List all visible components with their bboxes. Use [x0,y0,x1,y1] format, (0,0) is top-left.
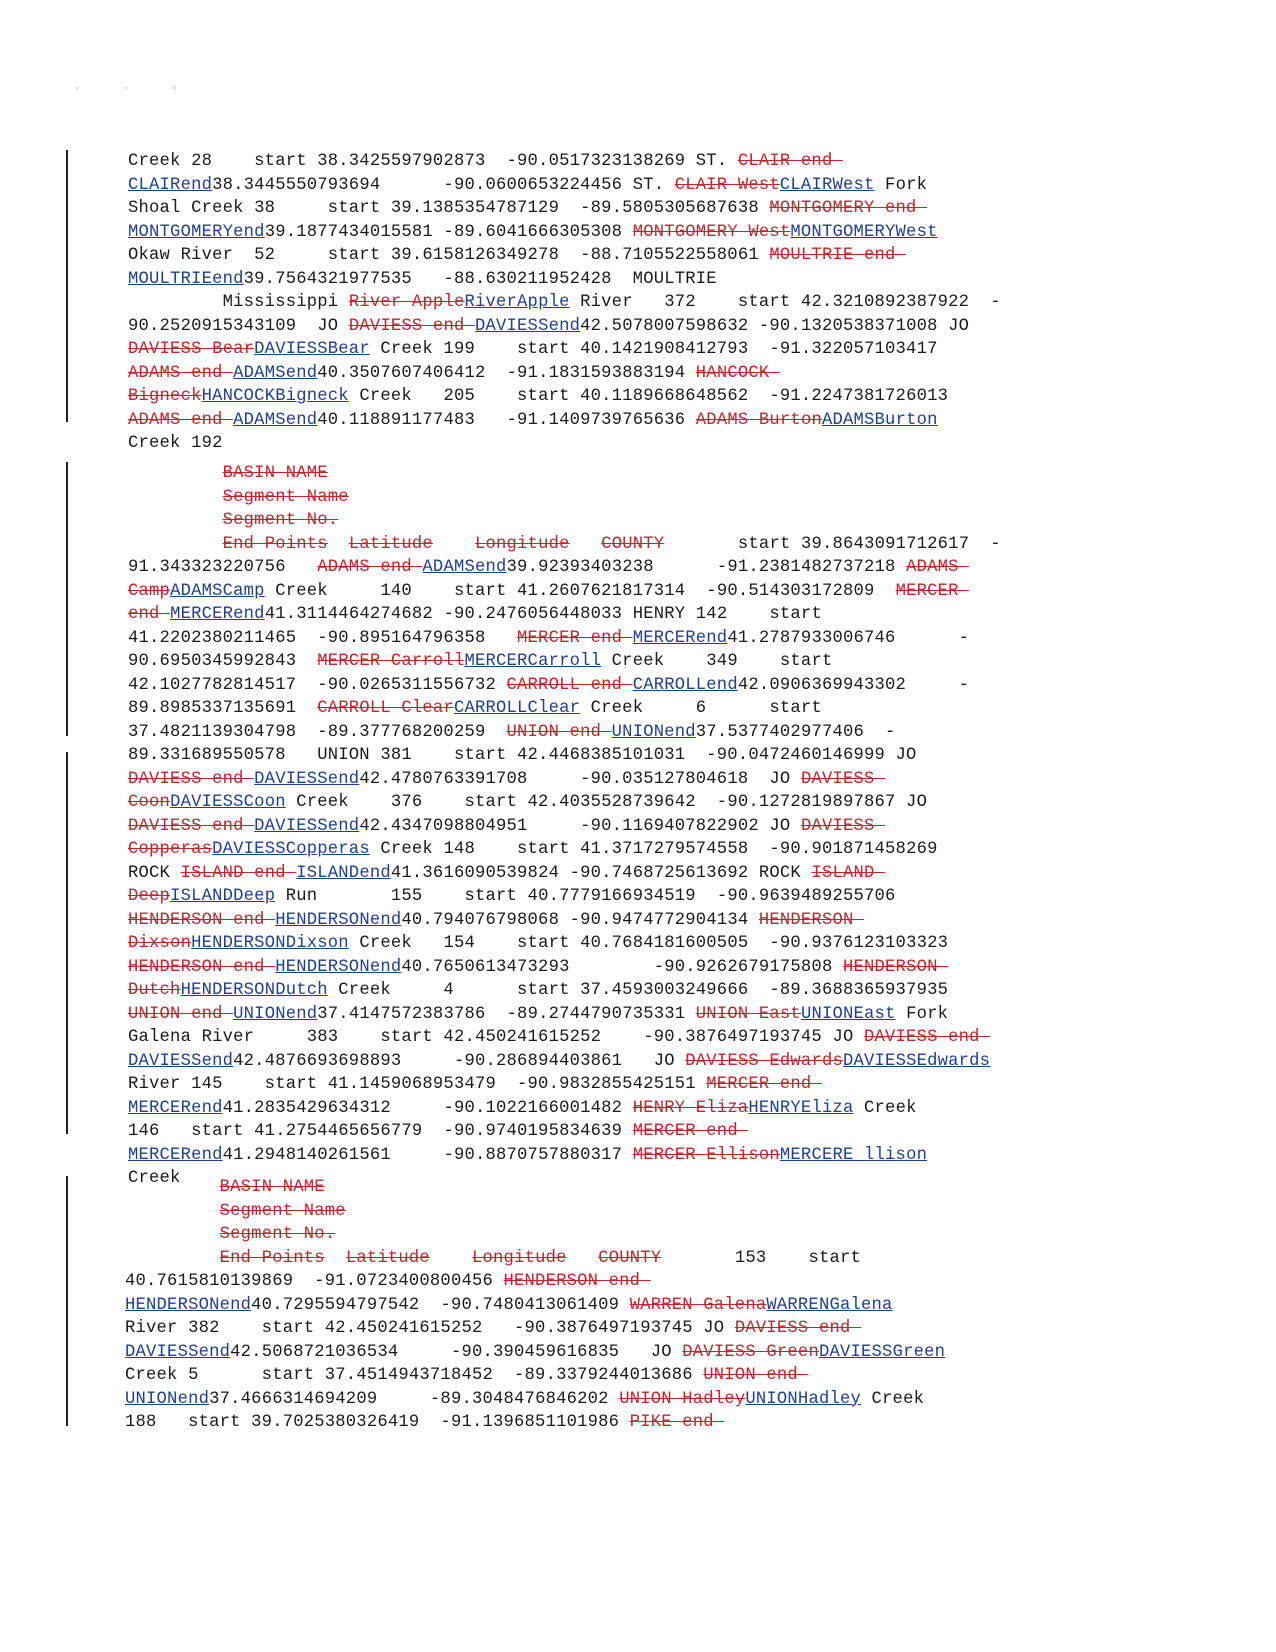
deleted-text: Dixson [128,934,192,953]
inserted-text: UNIONend [125,1389,210,1409]
deleted-text: End Points [219,1248,325,1268]
text-line [128,721,1118,745]
deleted-text: HANCOCK [695,363,780,383]
deleted-text: Segment Name [222,487,349,507]
text-run: River 382 start 42.450241615252 -90.3876497193745 JO [125,1319,735,1338]
deleted-text: UNION end [128,1004,234,1024]
inserted-text: MERCERend [128,1098,223,1118]
text-run: 39.1877434015581 -89.6041666305308 [264,222,633,242]
inserted-text: DAVIESSend [128,1051,234,1071]
text-run: 41.3114464274682 -90.2476056448033 HENRY 142 start [264,605,822,624]
deleted-text: MOULTRIE end [769,246,907,265]
inserted-text: UNIONEast [800,1004,896,1024]
text-line [128,885,1118,909]
text-line [128,838,1118,862]
text-run [128,488,223,507]
text-run: Creek 5 start 37.4514943718452 -89.3379244013686 [125,1366,704,1385]
text-run [125,1202,220,1221]
text-run: 153 start [661,1248,862,1268]
deleted-text: DAVIESS Bear [128,340,255,359]
deleted-text: HENDERSON end [128,910,276,930]
text-run: Creek 376 start 42.4035528739642 -90.1272819897867 JO [285,793,928,812]
text-line [128,338,1118,362]
inserted-text: UNIONend [233,1004,318,1024]
inserted-text: DAVIESSEdwards [843,1051,991,1071]
text-run: 42.5078007598632 -90.1320538371008 JO [580,316,970,336]
text-run: Fork [874,175,928,195]
inserted-text: ISLANDDeep [170,887,276,906]
inserted-text: DAVIESSend [254,816,360,836]
text-line [128,932,1118,956]
text-line [128,791,1118,815]
deleted-text: Dutch [128,981,181,1000]
deleted-text: ADAMS end [128,410,234,430]
text-run: 40.118891177483 -91.1409739765636 [317,410,696,430]
inserted-text: HENRYEliza [748,1098,854,1118]
deleted-text: CLAIR West [674,175,780,195]
text-run: 37.4666314694209 -89.3048476846202 [209,1389,620,1409]
deleted-text: MERCER end [632,1122,749,1141]
deleted-text: ADAMS Burton [695,410,822,430]
text-run: Fork [895,1004,949,1024]
text-run [128,464,223,483]
text-run: Mississippi [128,293,349,312]
text-line [125,1270,1115,1294]
text-line [128,1144,1118,1168]
deleted-text: MERCER Carroll [317,652,465,671]
text-line [128,650,1118,674]
text-run [570,535,602,554]
inserted-text: HENDERSONend [275,910,402,930]
text-run: Creek 205 start 40.1189668648562 -91.2247381726013 [348,387,949,406]
inserted-text: DAVIESSGreen [818,1342,946,1362]
change-bar-4 [66,1176,68,1426]
deleted-text: HENDERSON [758,910,865,930]
deleted-text: DAVIESS [800,769,886,789]
text-run: Creek [128,1169,181,1188]
text-line [125,1294,1115,1318]
deleted-text: Copperas [128,840,213,859]
text-line [128,221,1118,245]
text-section-2 [128,462,1118,1191]
text-run: River 372 start 42.3210892387922 - [569,293,1001,312]
text-section-3 [125,1176,1115,1435]
change-bar-2 [66,462,68,736]
text-line [128,674,1118,698]
text-run [128,535,223,554]
text-run: Creek 148 start 41.3717279574558 -90.901871458269 [369,840,938,859]
deleted-text: ADAMS [906,558,970,577]
text-line [128,1073,1118,1097]
inserted-text: ADAMSend [422,558,507,577]
text-run: 42.4876693698893 -90.286894403861 JO [233,1051,686,1071]
deleted-text: Deep [128,887,171,906]
text-line [128,362,1118,386]
deleted-text: DAVIESS end [348,316,475,336]
text-run: 40.7615810139869 -91.0723400800456 [125,1272,504,1291]
deleted-text: HENDERSON end [128,957,276,977]
text-line [125,1364,1115,1388]
text-line [125,1317,1115,1341]
deleted-text: DAVIESS end [128,816,255,836]
text-line [128,580,1118,604]
inserted-text: DAVIESSend [125,1342,231,1362]
text-run: Creek 28 start 38.3425597902873 -90.0517323138269 ST. [128,152,738,171]
text-run: 41.2787933006746 - [727,628,970,648]
text-run [430,1249,472,1268]
text-line [128,174,1118,198]
text-line [128,603,1118,627]
deleted-text: UNION East [695,1004,801,1024]
text-line [128,862,1118,886]
deleted-text: COUNTY [598,1248,662,1268]
text-line [128,1003,1118,1027]
deleted-text: CARROLL end [506,675,633,695]
text-run: 40.7295594797542 -90.7480413061409 [251,1295,630,1315]
text-run: 89.331689550578 UNION 381 start 42.4468385101031 -90.0472460146999 JO [128,746,917,765]
text-run: 90.2520915343109 JO [128,316,349,336]
inserted-text: ADAMSCamp [170,581,265,601]
text-line [128,486,1118,510]
inserted-text: ADAMSend [233,410,318,430]
inserted-text: ADAMSBurton [821,410,938,430]
text-run [125,1249,220,1268]
inserted-text: UNIONHadley [745,1389,862,1409]
text-line [128,697,1118,721]
text-run: 40.3507607406412 -91.1831593883194 [317,363,696,383]
deleted-text: Longitude [475,534,570,554]
text-run: 146 start 41.2754465656779 -90.9740195834639 [128,1122,633,1141]
deleted-text: Coon [128,793,171,812]
text-run: 41.2202380211465 -90.895164796358 [128,628,518,648]
deleted-text: DAVIESS end [128,769,255,789]
text-run: 39.7564321977535 -88.630211952428 MOULTRIE [243,269,717,289]
deleted-text: BASIN NAME [222,464,328,483]
text-run: Okaw River 52 start 39.6158126349278 -88.7105522558061 [128,246,770,265]
change-bar-1 [66,150,68,422]
deleted-text: River Apple [348,293,465,312]
deleted-text: Segment No. [219,1225,336,1244]
text-line [128,509,1118,533]
text-line [128,409,1118,433]
deleted-text: UNION end [506,722,612,742]
text-run: Creek 154 start 40.7684181600505 -90.9376123103323 [348,934,949,953]
text-line [128,1026,1118,1050]
text-line [128,556,1118,580]
text-line [125,1176,1115,1200]
text-run: 90.6950345992843 [128,652,318,671]
inserted-text: MERCERCarroll [464,652,602,671]
text-run: 188 start 39.7025380326419 -91.1396851101986 [125,1413,630,1432]
deleted-text: Camp [128,581,171,601]
text-run: start 39.8643091712617 - [664,534,1001,554]
text-run [328,535,349,554]
text-line [125,1223,1115,1247]
deleted-text: CARROLL Clear [317,699,454,718]
deleted-text: End Points [222,534,328,554]
deleted-text: UNION end [703,1366,809,1385]
inserted-text: DAVIESSCoon [170,793,286,812]
text-run [125,1178,220,1197]
deleted-text: end [128,605,171,624]
deleted-text: MERCER Ellison [632,1145,780,1165]
inserted-text: HENDERSONDixson [191,934,349,953]
deleted-text: COUNTY [601,534,665,554]
deleted-text: BASIN NAME [219,1178,325,1197]
text-run: 40.7650613473293 -90.9262679175808 [401,957,843,977]
text-run: 42.5068721036534 -90.390459616835 JO [230,1342,683,1362]
text-run: Creek 6 start [580,699,822,718]
deleted-text: Latitude [345,1248,430,1268]
deleted-text: MONTGOMERY West [632,222,791,242]
deleted-text: DAVIESS end [734,1319,861,1338]
text-run: Creek 349 start [601,652,833,671]
text-run: Creek [861,1389,925,1409]
text-line [128,744,1118,768]
inserted-text: DAVIESSend [474,316,581,336]
text-run: 38.3445550793694 -90.0600653224456 ST. [212,175,675,195]
text-run: Run 155 start 40.7779166934519 -90.9639489255706 [275,887,896,906]
inserted-text: MERCERE llison [779,1145,928,1165]
inserted-text: DAVIESSCopperas [212,840,370,859]
text-line [125,1411,1115,1435]
inserted-text: DAVIESSend [254,769,360,789]
inserted-text: WARRENGalena [766,1295,893,1315]
text-run: 41.2835429634312 -90.1022166001482 [222,1098,633,1118]
text-line [128,1120,1118,1144]
text-section-1 [128,150,1118,456]
inserted-text: CARROLLend [632,675,738,695]
text-run: Creek 192 [128,434,223,453]
deleted-text: DAVIESS end [864,1028,991,1047]
text-run: Creek 140 start 41.2607621817314 -90.514303172809 [264,581,896,601]
text-run: 37.5377402977406 - [695,722,896,742]
deleted-text: CLAIR end [737,152,843,171]
deleted-text: Segment Name [219,1201,346,1221]
text-line [128,1050,1118,1074]
deleted-text: ADAMS end [317,558,423,577]
text-run: Creek [853,1098,917,1118]
deleted-text: DAVIESS [800,816,886,836]
deleted-text: MONTGOMERY end [769,199,928,218]
inserted-text: MERCERend [170,605,265,624]
deleted-text: ADAMS end [128,363,234,383]
text-run: 89.8985337135691 [128,699,318,718]
deleted-text: Segment No. [222,511,339,530]
deleted-text: Latitude [348,534,433,554]
text-run: Creek 199 start 40.1421908412793 -91.322057103417 [369,340,938,359]
text-run [128,511,223,530]
text-run [125,1225,220,1244]
text-run: 40.794076798068 -90.9474772904134 [401,910,759,930]
text-run: 37.4147572383786 -89.2744790735331 [317,1004,696,1024]
deleted-text: ISLAND end [180,863,297,883]
inserted-text: HANCOCKBigneck [201,387,349,406]
scan-specks: ' ' ' [76,86,198,95]
text-line [128,815,1118,839]
text-line [128,956,1118,980]
deleted-text: DAVIESS Green [682,1342,819,1362]
inserted-text: ISLANDend [296,863,391,883]
text-line [128,627,1118,651]
text-line [128,1097,1118,1121]
inserted-text: CLAIRWest [779,175,875,195]
inserted-text: HENDERSONend [125,1295,252,1315]
text-run: Galena River 383 start 42.450241615252 -90.3876497193745 JO [128,1028,864,1047]
text-run [325,1249,346,1268]
text-line [125,1247,1115,1271]
text-run: 42.1027782814517 -90.0265311556732 [128,675,507,695]
text-run [567,1249,599,1268]
deleted-text: Bigneck [128,387,202,406]
deleted-text: HENDERSON end [503,1272,651,1291]
deleted-text: UNION Hadley [619,1389,746,1409]
text-line [128,197,1118,221]
inserted-text: MONTGOMERYend [128,222,265,242]
inserted-text: MERCERend [632,628,728,648]
inserted-text: MOULTRIEend [128,269,244,289]
inserted-text: MERCERend [128,1145,223,1165]
inserted-text: CLAIRend [128,175,213,195]
text-line [128,244,1118,268]
inserted-text: MONTGOMERYWest [790,222,938,242]
change-bar-3 [66,752,68,1134]
inserted-text: HENDERSONDutch [180,981,328,1000]
text-run: 39.92393403238 -91.2381482737218 [506,558,907,577]
text-run: Creek 4 start 37.4593003249666 -89.3688365937935 [327,981,949,1000]
inserted-text: HENDERSONend [275,957,402,977]
text-line [128,150,1118,174]
text-line [128,432,1118,456]
deleted-text: MERCER [895,581,970,601]
text-line [128,462,1118,486]
inserted-text: DAVIESSBear [254,340,370,359]
text-run: 41.3616090539824 -90.7468725613692 ROCK [390,863,812,883]
inserted-text: ADAMSend [233,363,318,383]
deleted-text: WARREN Galena [629,1295,767,1315]
deleted-text: PIKE end [629,1413,725,1432]
text-run: ROCK [128,863,181,883]
text-run: 42.4347098804951 -90.1169407822902 JO [359,816,801,836]
text-line [128,291,1118,315]
text-run: Shoal Creek 38 start 39.1385354787129 -89.5805305687638 [128,199,770,218]
deleted-text: HENDERSON [842,957,949,977]
text-run: River 145 start 41.1459068953479 -90.9832855425151 [128,1075,707,1094]
deleted-text: MERCER end [706,1075,822,1094]
inserted-text: UNIONend [611,722,696,742]
text-run: 42.0906369943302 - [737,675,970,695]
text-line [128,533,1118,557]
deleted-text: HENRY Eliza [632,1098,749,1118]
deleted-text: Longitude [472,1248,567,1268]
deleted-text: DAVIESS Edwards [685,1051,843,1071]
text-line [128,768,1118,792]
text-run: 41.2948140261561 -90.8870757880317 [222,1145,633,1165]
text-line [128,909,1118,933]
text-run: 91.343323220756 [128,558,318,577]
text-line [128,315,1118,339]
deleted-text: MERCER end [517,628,633,648]
text-line [125,1388,1115,1412]
text-line [125,1341,1115,1365]
text-run: 42.4780763391708 -90.035127804618 JO [359,769,801,789]
text-line [128,268,1118,292]
text-run: 37.4821139304798 -89.377768200259 [128,722,507,742]
text-line [128,385,1118,409]
deleted-text: ISLAND [811,863,886,883]
text-line [128,979,1118,1003]
text-run [433,535,475,554]
inserted-text: CARROLLClear [453,699,581,718]
text-line [125,1200,1115,1224]
inserted-text: RiverApple [464,293,570,312]
